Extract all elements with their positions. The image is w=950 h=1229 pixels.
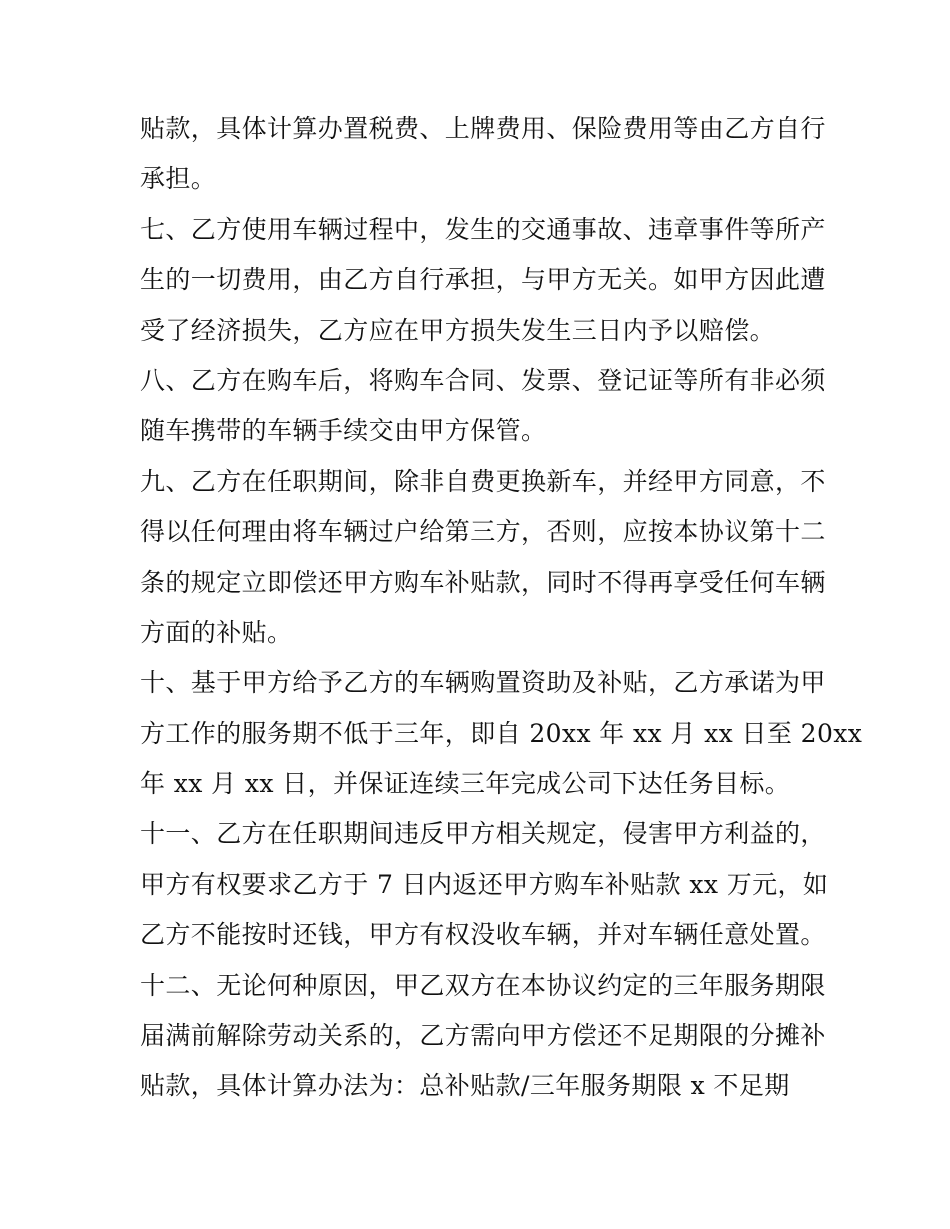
- text-line: 得以任何理由将车辆过户给第三方，否则，应按本协议第十二: [140, 517, 826, 547]
- text-line: 年 xx 月 xx 日，并保证连续三年完成公司下达任务目标。: [140, 769, 791, 799]
- text-line: 届满前解除劳动关系的，乙方需向甲方偿还不足期限的分摊补: [140, 1021, 826, 1051]
- text-line: 方面的补贴。: [140, 617, 293, 647]
- text-line: 十、基于甲方给予乙方的车辆购置资助及补贴，乙方承诺为甲: [140, 668, 826, 698]
- text-line: 十一、乙方在任职期间违反甲方相关规定，侵害甲方利益的，: [140, 819, 826, 849]
- text-line: 方工作的服务期不低于三年，即自 20xx 年 xx 月 xx 日至 20xx: [140, 718, 863, 748]
- text-line: 生的一切费用，由乙方自行承担，与甲方无关。如甲方因此遭: [140, 265, 826, 295]
- text-line: 乙方不能按时还钱，甲方有权没收车辆，并对车辆任意处置。: [140, 920, 826, 950]
- text-line: 受了经济损失，乙方应在甲方损失发生三日内予以赔偿。: [140, 315, 776, 345]
- text-line: 条的规定立即偿还甲方购车补贴款，同时不得再享受任何车辆: [140, 567, 826, 597]
- text-line: 贴款，具体计算办法为：总补贴款/三年服务期限 x 不足期: [140, 1071, 790, 1101]
- text-line: 十二、无论何种原因，甲乙双方在本协议约定的三年服务期限: [140, 970, 826, 1000]
- text-line: 贴款，具体计算办置税费、上牌费用、保险费用等由乙方自行: [140, 114, 826, 143]
- text-line: 九、乙方在任职期间，除非自费更换新车，并经甲方同意，不: [140, 466, 826, 496]
- text-line: 甲方有权要求乙方于 7 日内返还甲方购车补贴款 xx 万元，如: [140, 869, 829, 899]
- text-line: 随车携带的车辆手续交由甲方保管。: [140, 416, 547, 446]
- text-line: 七、乙方使用车辆过程中，发生的交通事故、违章事件等所产: [140, 214, 826, 244]
- text-line: 承担。: [140, 164, 217, 194]
- document-body: [140, 104, 863, 1112]
- text-line: 八、乙方在购车后，将购车合同、发票、登记证等所有非必须: [140, 365, 826, 395]
